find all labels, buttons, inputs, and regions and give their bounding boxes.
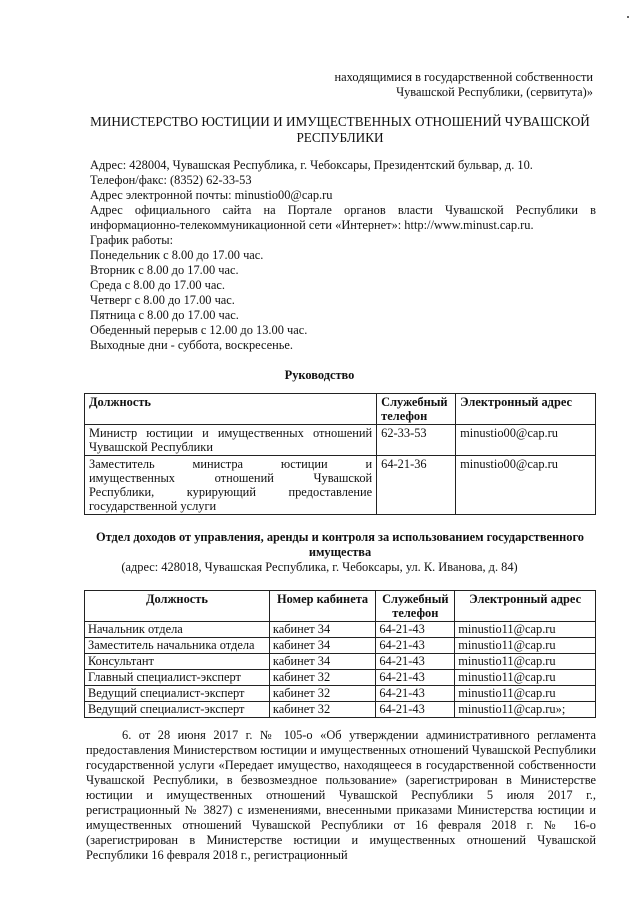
header-room: Номер кабинета: [269, 591, 375, 622]
table-row: [85, 686, 596, 702]
schedule-line: Пятница с 8.00 до 17.00 час.: [90, 308, 239, 322]
ministry-heading: МИНИСТЕРСТВО ЮСТИЦИИ И ИМУЩЕСТВЕННЫХ ОТНОШЕНИЙ ЧУВАШСКОЙ РЕСПУБЛИКИ: [90, 114, 590, 145]
schedule-line: Четверг с 8.00 до 17.00 час.: [90, 293, 235, 307]
table-row: [85, 702, 596, 718]
cell-phone: 64-21-43: [376, 654, 455, 670]
table-row: [85, 654, 596, 670]
contact-website: Адрес официального сайта на Портале органов власти Чувашской Республики в информационно-телекоммуникационной сети «Интернет»: http://www.minust.cap.ru.: [90, 203, 596, 232]
table-header-row: [85, 394, 596, 425]
cell-room: кабинет 34: [269, 622, 375, 638]
contact-email: Адрес электронной почты: minustio00@cap.ru: [90, 188, 333, 202]
table-row: [85, 670, 596, 686]
cell-position: Начальник отдела: [85, 622, 270, 638]
cell-phone: 62-33-53: [377, 425, 456, 456]
position-line: Министр юстиции и имущественных отношений: [89, 426, 373, 440]
paragraph-text: 6. от 28 июня 2017 г. № 105-о «Об утверждении административного регламента предоставления Министерством юстиции и имущественных отношений Чувашской Республики государственной услуги «Передает имущество, находящееся в государственной собственности Чувашской Республики, в безвозмездное пользование» (зарегистрирован в Министерстве юстиции и имущественных отношений Чувашской Республики 5 июля 2017 г., регистрационный № 3827) с изменениями, внесенными приказами Министерства юстиции и имущественных отношений Чувашской Республики от 16 февраля 2018 г. № 16-о (зарегистрирован в Министерстве юстиции и имущественных отношений Чувашской Республики 16 февраля 2018 г., регистрационный: [86, 728, 596, 862]
position-line: Заместитель министра юстиции и: [89, 457, 373, 471]
cell-email: minustio11@cap.ru: [455, 638, 596, 654]
schedule-line: Обеденный перерыв с 12.00 до 13.00 час.: [90, 323, 308, 337]
header-position: Должность: [85, 591, 270, 622]
cell-email: minustio11@cap.ru: [455, 670, 596, 686]
department-address: (адрес: 428018, Чувашская Республика, г. Чебоксары, ул. К. Иванова, д. 84): [121, 560, 518, 574]
cell-phone: 64-21-43: [376, 686, 455, 702]
cell-position: [85, 456, 377, 515]
header-phone: Служебный телефон: [376, 591, 455, 622]
contacts-block: [90, 158, 596, 353]
position-line: Чувашской Республики: [89, 440, 213, 454]
regulation-paragraph: [86, 728, 596, 863]
cell-position: Консультант: [85, 654, 270, 670]
contact-address: Адрес: 428004, Чувашская Республика, г. Чебоксары, Президентский бульвар, д. 10.: [90, 158, 533, 172]
cell-position: Главный специалист-эксперт: [85, 670, 270, 686]
contact-phone: Телефон/факс: (8352) 62-33-53: [90, 173, 252, 187]
table-row: [85, 638, 596, 654]
schedule-line: Среда с 8.00 до 17.00 час.: [90, 278, 225, 292]
cell-position: Заместитель начальника отдела: [85, 638, 270, 654]
cell-room: кабинет 34: [269, 638, 375, 654]
leadership-heading: Руководство: [284, 368, 355, 382]
table-row: [85, 622, 596, 638]
schedule-line: Понедельник с 8.00 до 17.00 час.: [90, 248, 264, 262]
schedule-line: Выходные дни - суббота, воскресенье.: [90, 338, 293, 352]
cell-email: minustio00@cap.ru: [456, 456, 596, 515]
intro-line-1: находящимися в государственной собственности: [334, 70, 593, 84]
cell-position: Ведущий специалист-эксперт: [85, 686, 270, 702]
header-email: Электронный адрес: [456, 394, 596, 425]
position-line: Республики, курирующий предоставление: [89, 485, 373, 499]
cell-phone: 64-21-43: [376, 702, 455, 718]
table-row: [85, 425, 596, 456]
cell-email: minustio11@cap.ru: [455, 686, 596, 702]
department-heading: Отдел доходов от управления, аренды и контроля за использованием государственного имущества: [95, 530, 585, 559]
cell-position: [85, 425, 377, 456]
schedule-line: Вторник с 8.00 до 17.00 час.: [90, 263, 239, 277]
cell-room: кабинет 32: [269, 670, 375, 686]
table-row: [85, 456, 596, 515]
cell-phone: 64-21-43: [376, 638, 455, 654]
cell-position: Ведущий специалист-эксперт: [85, 702, 270, 718]
position-line: имущественных отношений Чувашской: [89, 471, 373, 485]
leadership-table: [84, 393, 596, 515]
schedule-title: График работы:: [90, 233, 174, 247]
header-position: Должность: [85, 394, 377, 425]
header-email: Электронный адрес: [455, 591, 596, 622]
cell-room: кабинет 32: [269, 702, 375, 718]
intro-text: [335, 70, 594, 100]
table-header-row: [85, 591, 596, 622]
cell-email: minustio11@cap.ru: [455, 654, 596, 670]
cell-email: minustio11@cap.ru: [455, 622, 596, 638]
cell-phone: 64-21-43: [376, 670, 455, 686]
cell-email: minustio00@cap.ru: [456, 425, 596, 456]
cell-room: кабинет 32: [269, 686, 375, 702]
scan-speck: [627, 16, 629, 18]
cell-phone: 64-21-36: [377, 456, 456, 515]
intro-line-2: Чувашской Республики, (сервитута)»: [396, 85, 593, 99]
position-line: государственной услуги: [89, 499, 217, 513]
cell-phone: 64-21-43: [376, 622, 455, 638]
cell-room: кабинет 34: [269, 654, 375, 670]
header-phone: Служебный телефон: [377, 394, 456, 425]
cell-email: minustio11@cap.ru»;: [455, 702, 596, 718]
department-table: [84, 590, 596, 718]
